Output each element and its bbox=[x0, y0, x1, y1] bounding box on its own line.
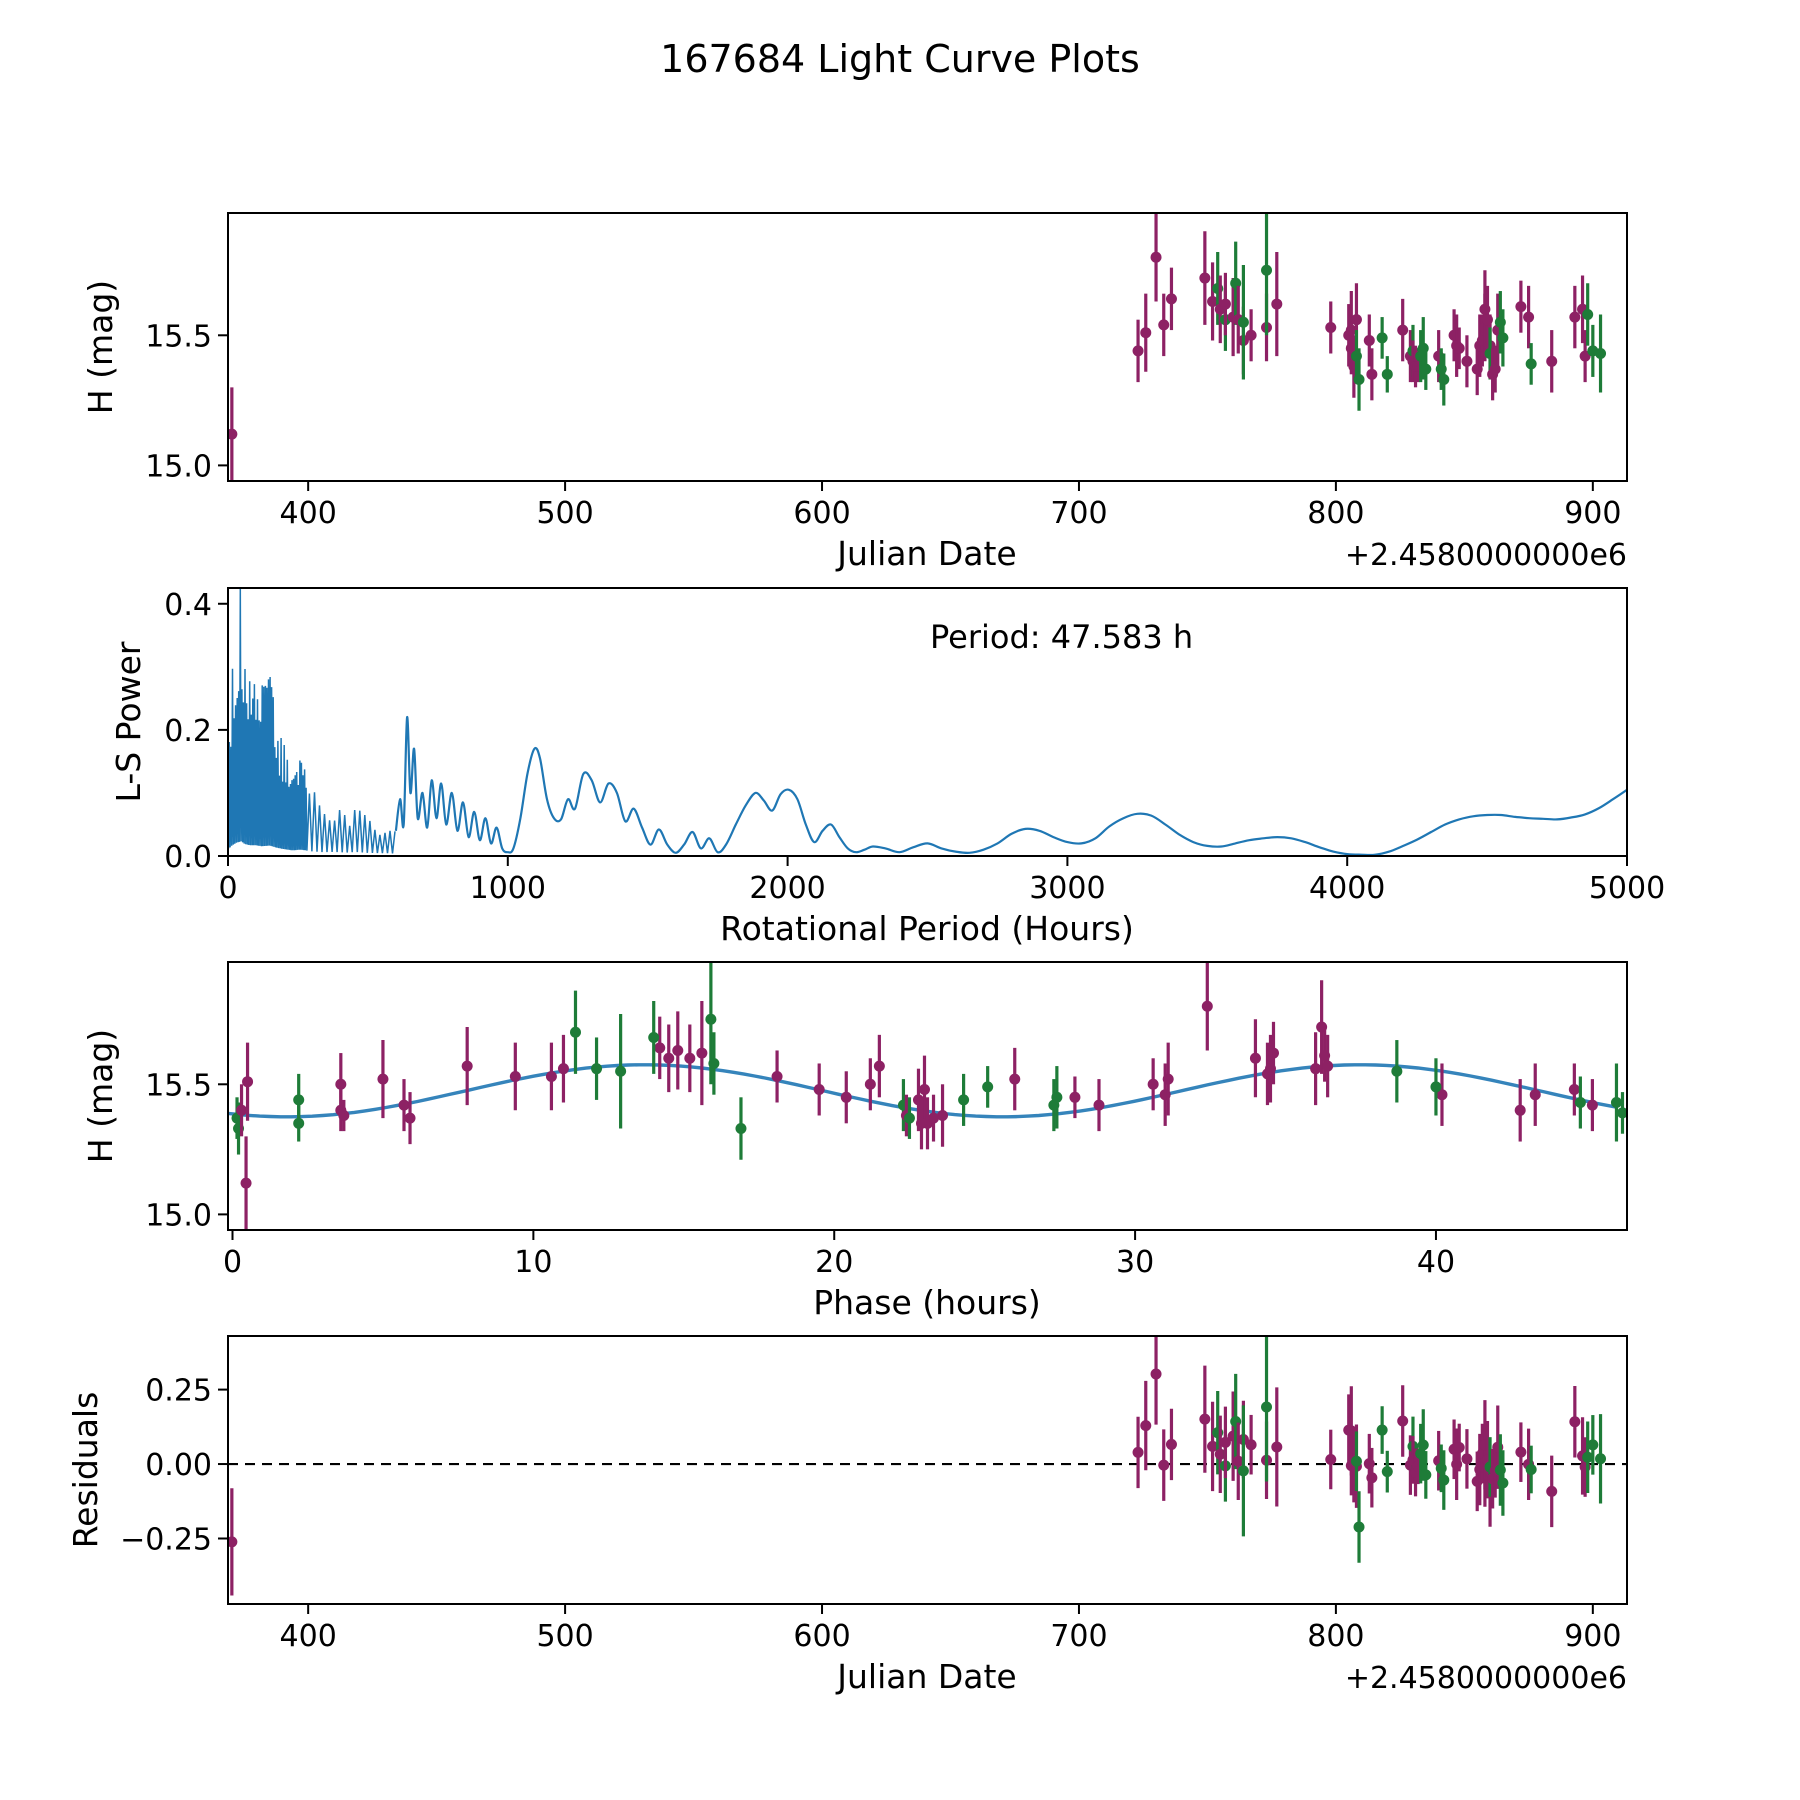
data-point bbox=[1199, 1414, 1210, 1425]
data-point bbox=[1430, 1081, 1441, 1092]
x-tick-label: 0 bbox=[218, 871, 238, 906]
data-point bbox=[1246, 330, 1257, 341]
x-axis-label-rotational-period: Rotational Period (Hours) bbox=[720, 909, 1134, 948]
data-point bbox=[696, 1048, 707, 1059]
data-point bbox=[1009, 1074, 1020, 1085]
data-point bbox=[1271, 1441, 1282, 1452]
data-point bbox=[1325, 1454, 1336, 1465]
x-tick-label: 500 bbox=[536, 1619, 594, 1654]
data-point bbox=[1265, 1063, 1276, 1074]
x-tick-label: 2000 bbox=[749, 871, 826, 906]
data-point bbox=[546, 1071, 557, 1082]
figure-title: 167684 Light Curve Plots bbox=[660, 37, 1140, 81]
data-point bbox=[241, 1178, 252, 1189]
data-point bbox=[1238, 1465, 1249, 1476]
data-point bbox=[1158, 319, 1169, 330]
data-point bbox=[648, 1032, 659, 1043]
data-point bbox=[928, 1113, 939, 1124]
axes-frame bbox=[228, 213, 1627, 481]
data-point bbox=[335, 1079, 346, 1090]
data-point bbox=[865, 1079, 876, 1090]
data-point bbox=[1382, 1466, 1393, 1477]
data-point bbox=[1569, 312, 1580, 323]
data-point bbox=[1523, 312, 1534, 323]
data-point bbox=[558, 1063, 569, 1074]
jd_light_curve-data bbox=[226, 205, 1606, 481]
y-axis-label-h-mag-phase: H (mag) bbox=[81, 1028, 120, 1164]
periodogram-plot-area bbox=[164, 588, 1665, 906]
data-point bbox=[1093, 1100, 1104, 1111]
data-point bbox=[1351, 314, 1362, 325]
x-tick-label: 800 bbox=[1307, 1619, 1365, 1654]
data-point bbox=[1051, 1092, 1062, 1103]
data-point bbox=[1366, 1472, 1377, 1483]
y-tick-label: −0.25 bbox=[120, 1522, 212, 1558]
data-point bbox=[1418, 1440, 1429, 1451]
data-point bbox=[708, 1058, 719, 1069]
data-point bbox=[1354, 374, 1365, 385]
data-point bbox=[1354, 1521, 1365, 1532]
data-point bbox=[1546, 356, 1557, 367]
data-point bbox=[1261, 265, 1272, 276]
data-point bbox=[1069, 1092, 1080, 1103]
data-point bbox=[1271, 299, 1282, 310]
data-point bbox=[1151, 252, 1162, 263]
data-point bbox=[684, 1053, 695, 1064]
data-point bbox=[1526, 358, 1537, 369]
data-point bbox=[841, 1092, 852, 1103]
data-point bbox=[1377, 1425, 1388, 1436]
data-point bbox=[1366, 369, 1377, 380]
data-point bbox=[377, 1074, 388, 1085]
data-point bbox=[772, 1071, 783, 1082]
data-point bbox=[1582, 309, 1593, 320]
data-point bbox=[1438, 1475, 1449, 1486]
y-axis-label-h-mag-top: H (mag) bbox=[81, 279, 120, 415]
data-point bbox=[958, 1094, 969, 1105]
y-tick-label: 0.0 bbox=[164, 840, 212, 875]
data-point bbox=[735, 1123, 746, 1134]
data-point bbox=[1526, 1464, 1537, 1475]
data-point bbox=[570, 1027, 581, 1038]
x-tick-label: 700 bbox=[1050, 1619, 1108, 1654]
data-point bbox=[1497, 1478, 1508, 1489]
data-point bbox=[1530, 1089, 1541, 1100]
data-point bbox=[1397, 325, 1408, 336]
panel-residuals bbox=[66, 1323, 1627, 1696]
data-point bbox=[916, 1118, 927, 1129]
residuals-plot-area bbox=[120, 1323, 1627, 1654]
data-point bbox=[1515, 1447, 1526, 1458]
data-point bbox=[1569, 1416, 1580, 1427]
data-point bbox=[1382, 369, 1393, 380]
data-point bbox=[1454, 343, 1465, 354]
data-point bbox=[1148, 1079, 1159, 1090]
data-point bbox=[654, 1042, 665, 1053]
data-point bbox=[1166, 293, 1177, 304]
periodogram-data bbox=[229, 588, 1627, 855]
data-point bbox=[399, 1100, 410, 1111]
data-point bbox=[338, 1110, 349, 1121]
y-tick-label: 0.25 bbox=[145, 1373, 212, 1409]
data-point bbox=[814, 1084, 825, 1095]
periodogram-comb-curve bbox=[229, 588, 395, 853]
x-axis-label-julian-date-top: Julian Date bbox=[837, 534, 1017, 573]
data-point bbox=[1569, 1084, 1580, 1095]
data-point bbox=[462, 1061, 473, 1072]
data-point bbox=[1397, 1416, 1408, 1427]
y-axis-label-ls-power: L-S Power bbox=[109, 641, 148, 803]
y-tick-label: 15.0 bbox=[145, 1198, 212, 1234]
data-point bbox=[1515, 301, 1526, 312]
data-point bbox=[1163, 1074, 1174, 1085]
x-tick-label: 400 bbox=[279, 1619, 337, 1654]
x-tick-label: 600 bbox=[793, 496, 851, 531]
jd-light-curve-plot-area bbox=[145, 205, 1627, 531]
x-tick-label: 3000 bbox=[1029, 871, 1106, 906]
data-point bbox=[1587, 1100, 1598, 1111]
data-point bbox=[242, 1076, 253, 1087]
data-point bbox=[1351, 1456, 1362, 1467]
x-tick-label: 0 bbox=[222, 1245, 243, 1280]
x-tick-label: 800 bbox=[1307, 496, 1365, 531]
data-point bbox=[1595, 1453, 1606, 1464]
data-point bbox=[705, 1014, 716, 1025]
data-point bbox=[510, 1071, 521, 1082]
x-tick-label: 5000 bbox=[1588, 871, 1666, 906]
data-point bbox=[1420, 364, 1431, 375]
periodogram-smooth-curve bbox=[396, 717, 1627, 855]
data-point bbox=[1246, 1439, 1257, 1450]
y-tick-label: 0.2 bbox=[164, 713, 212, 749]
x-tick-label: 600 bbox=[793, 1619, 851, 1654]
data-point bbox=[663, 1053, 674, 1064]
x-tick-label: 400 bbox=[279, 496, 337, 531]
x-tick-label: 500 bbox=[536, 496, 594, 531]
panel-periodogram bbox=[109, 588, 1665, 948]
data-point bbox=[1250, 1053, 1261, 1064]
data-point bbox=[1454, 1442, 1465, 1453]
data-point bbox=[1497, 332, 1508, 343]
data-point bbox=[1322, 1061, 1333, 1072]
data-point bbox=[1220, 299, 1231, 310]
x-axis-offset-label-bottom: +2.4580000000e6 bbox=[1344, 1661, 1627, 1696]
x-tick-label: 30 bbox=[1115, 1245, 1155, 1280]
x-tick-label: 900 bbox=[1564, 496, 1622, 531]
data-point bbox=[1133, 1447, 1144, 1458]
x-tick-label: 20 bbox=[815, 1245, 854, 1280]
y-axis-label-residuals: Residuals bbox=[66, 1391, 105, 1549]
y-tick-label: 0.00 bbox=[145, 1448, 212, 1484]
data-point bbox=[1438, 374, 1449, 385]
data-point bbox=[1199, 273, 1210, 284]
x-axis-offset-label-top: +2.4580000000e6 bbox=[1344, 538, 1627, 573]
data-point bbox=[1140, 327, 1151, 338]
data-point bbox=[1377, 332, 1388, 343]
data-point bbox=[1391, 1066, 1402, 1077]
y-tick-label: 15.5 bbox=[145, 319, 212, 355]
data-point bbox=[1587, 1439, 1598, 1450]
data-point bbox=[1515, 1105, 1526, 1116]
period-annotation: Period: 47.583 h bbox=[930, 618, 1194, 656]
data-point bbox=[1611, 1097, 1622, 1108]
data-point bbox=[1238, 317, 1249, 328]
data-point bbox=[1420, 1469, 1431, 1480]
data-point bbox=[982, 1081, 993, 1092]
x-axis-label-julian-date-bottom: Julian Date bbox=[837, 1657, 1017, 1696]
data-point bbox=[1325, 322, 1336, 333]
data-point bbox=[591, 1063, 602, 1074]
phased_light_curve-data bbox=[228, 954, 1628, 1230]
x-tick-label: 900 bbox=[1564, 1619, 1622, 1654]
data-point bbox=[1595, 348, 1606, 359]
residuals-data bbox=[226, 1323, 1627, 1595]
y-tick-label: 0.4 bbox=[164, 587, 212, 623]
data-point bbox=[615, 1066, 626, 1077]
data-point bbox=[293, 1094, 304, 1105]
data-point bbox=[1133, 345, 1144, 356]
data-point bbox=[1575, 1097, 1586, 1108]
data-point bbox=[1461, 1453, 1472, 1464]
data-point bbox=[1140, 1420, 1151, 1431]
x-axis-label-phase-hours: Phase (hours) bbox=[813, 1283, 1041, 1322]
data-point bbox=[1310, 1063, 1321, 1074]
data-point bbox=[1158, 1460, 1169, 1471]
y-tick-label: 15.5 bbox=[145, 1068, 212, 1104]
data-point bbox=[236, 1105, 247, 1116]
data-point bbox=[1546, 1486, 1557, 1497]
data-point bbox=[1364, 335, 1375, 346]
y-tick-label: 15.0 bbox=[145, 449, 212, 485]
x-tick-label: 700 bbox=[1050, 496, 1108, 531]
data-point bbox=[1461, 356, 1472, 367]
data-point bbox=[1202, 1001, 1213, 1012]
data-point bbox=[405, 1113, 416, 1124]
data-point bbox=[904, 1113, 915, 1124]
panel-jd-light-curve bbox=[81, 205, 1627, 573]
x-tick-label: 4000 bbox=[1309, 871, 1386, 906]
x-tick-label: 40 bbox=[1416, 1245, 1456, 1280]
x-tick-label: 10 bbox=[514, 1245, 553, 1280]
data-point bbox=[874, 1061, 885, 1072]
data-point bbox=[1166, 1439, 1177, 1450]
x-tick-label: 1000 bbox=[469, 871, 546, 906]
data-point bbox=[1261, 1402, 1272, 1413]
data-point bbox=[1151, 1368, 1162, 1379]
data-point bbox=[672, 1045, 683, 1056]
panel-phased-light-curve bbox=[81, 954, 1628, 1322]
data-point bbox=[919, 1084, 930, 1095]
phased-light-curve-plot-area bbox=[145, 954, 1628, 1280]
